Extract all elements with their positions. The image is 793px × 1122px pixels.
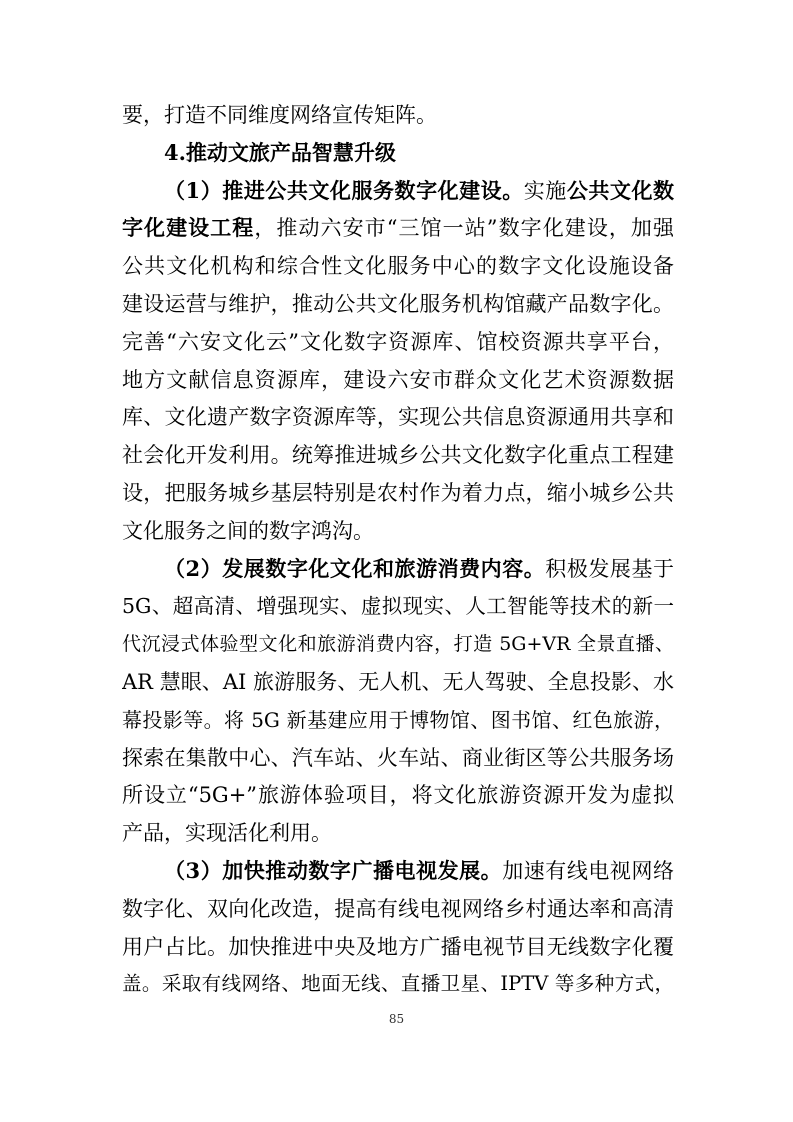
bold-run: 公共文化数 (566, 177, 674, 203)
text-run: 代沉浸式体验型文化和旅游消费内容，打造 5G+VR 全景直播、 (122, 633, 674, 656)
text-line (122, 702, 674, 738)
text-line (122, 929, 674, 965)
text-line (122, 97, 674, 133)
text-run: 盖。采取有线网络、地面无线、直播卫星、IPTV 等多种方式， (122, 972, 674, 996)
text-run: 实施 (523, 178, 567, 203)
paragraph-lead: （1）推进公共文化服务数字化建设。 (164, 177, 524, 203)
text-run: 所设立“5G+”旅游体验项目，将文化旅游资源开发为虚拟 (122, 783, 674, 808)
text-line (164, 853, 674, 889)
section-heading (164, 135, 674, 171)
text-line (122, 324, 674, 360)
text-run: 设，把服务城乡基层特别是农村作为着力点，缩小城乡公共 (122, 481, 674, 505)
text-line (122, 588, 674, 624)
text-line (122, 966, 674, 1002)
text-run: 探索在集散中心、汽车站、火车站、商业街区等公共服务场 (122, 745, 674, 770)
text-run: 文化服务之间的数字鸿沟。 (122, 518, 374, 543)
text-run: 完善“六安文化云”文化数字资源库、馆校资源共享平台， (122, 329, 674, 354)
text-run: 5G、超高清、增强现实、虚拟现实、人工智能等技术的新一 (122, 594, 674, 619)
text-line (122, 815, 674, 851)
text-run: 产品，实现活化利用。 (122, 821, 332, 846)
text-run: 积极发展基于 (545, 556, 674, 581)
text-line (122, 362, 674, 398)
text-run: 加速有线电视网络 (502, 859, 674, 883)
text-line (122, 475, 674, 511)
text-line (122, 437, 674, 473)
text-line (122, 777, 674, 813)
text-line (122, 664, 674, 700)
text-line (122, 513, 674, 549)
text-run: 社会化开发利用。统筹推进城乡公共文化数字化重点工程建 (122, 443, 674, 468)
text-run: 建设运营与维护，推动公共文化服务机构馆藏产品数字化。 (122, 292, 674, 316)
text-line (122, 626, 674, 662)
text-run: 地方文献信息资源库，建设六安市群众文化艺术资源数据 (122, 367, 674, 392)
text-run: 公共文化机构和综合性文化服务中心的数字文化设施设备 (122, 254, 674, 279)
text-line (122, 210, 674, 246)
heading-text: 4.推动文旅产品智慧升级 (164, 139, 396, 165)
text-run: 幕投影等。将 5G 新基建应用于博物馆、图书馆、红色旅游， (122, 707, 674, 732)
text-line (122, 740, 674, 776)
text-line (122, 248, 674, 284)
text-line (122, 891, 674, 927)
text-line (122, 286, 674, 322)
text-line (164, 173, 674, 209)
text-run: ，推动六安市“三馆一站”数字化建设，加强 (254, 216, 674, 241)
text-run: 用户占比。加快推进中央及地方广播电视节目无线数字化覆 (122, 934, 674, 959)
text-line (164, 551, 674, 587)
text-run: 数字化、双向化改造，提高有线电视网络乡村通达率和高清 (122, 896, 674, 921)
text-line (122, 399, 674, 435)
paragraph-lead: （2）发展数字化文化和旅游消费内容。 (164, 555, 546, 581)
paragraph-lead: （3）加快推动数字广播电视发展。 (164, 858, 503, 883)
bold-run: 字化建设工程 (122, 215, 255, 241)
text-run: 要，打造不同维度网络宣传矩阵。 (122, 103, 437, 127)
text-run: 库、文化遗产数字资源库等，实现公共信息资源通用共享和 (122, 405, 674, 430)
text-run: AR 慧眼、AI 旅游服务、无人机、无人驾驶、全息投影、水 (122, 670, 674, 694)
page-number: 85 (388, 1012, 405, 1027)
